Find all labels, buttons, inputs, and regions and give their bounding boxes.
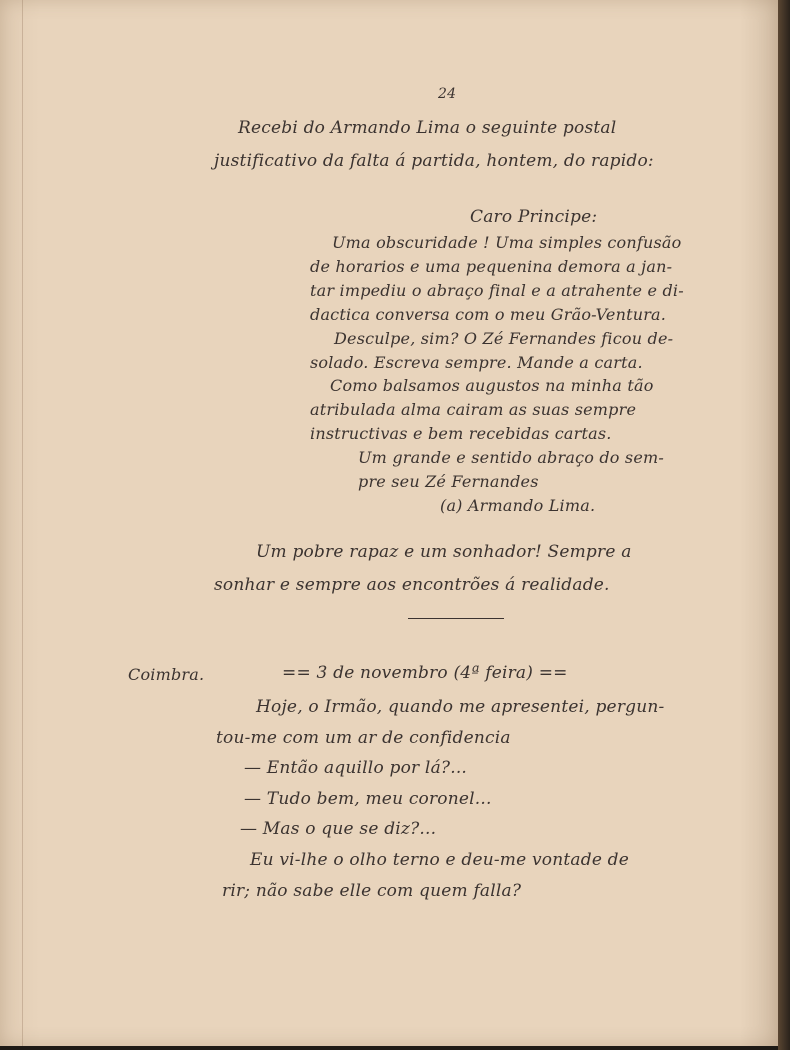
place-name: Coimbra. bbox=[128, 665, 205, 684]
postcard-line: atribulada alma cairam as suas sempre bbox=[310, 400, 637, 419]
dialogue-line: — Tudo bem, meu coronel... bbox=[244, 789, 492, 809]
intro-line: justificativo da falta á partida, hontem, do rapido: bbox=[214, 151, 654, 171]
page-number: 24 bbox=[438, 86, 457, 102]
diary-line: tou-me com um ar de confidencia bbox=[216, 728, 511, 748]
postcard-signature: (a) Armando Lima. bbox=[440, 496, 596, 515]
diary-line: Hoje, o Irmão, quando me apresentei, pergun- bbox=[256, 697, 665, 717]
postcard-line: pre seu Zé Fernandes bbox=[358, 472, 539, 491]
postcard-greeting: Caro Principe: bbox=[470, 207, 598, 227]
book-binding-edge bbox=[778, 0, 790, 1050]
reflection-line: sonhar e sempre aos encontrões á realidade. bbox=[214, 575, 610, 595]
postcard-line: Um grande e sentido abraço do sem- bbox=[358, 448, 664, 467]
margin-line bbox=[22, 0, 23, 1046]
diary-line: Eu vi-lhe o olho terno e deu-me vontade de bbox=[250, 850, 630, 870]
postcard-line: instructivas e bem recebidas cartas. bbox=[310, 424, 612, 443]
postcard-line: de horarios e uma pequenina demora a jan- bbox=[310, 257, 673, 276]
dialogue-line: — Então aquillo por lá?... bbox=[244, 758, 468, 778]
postcard-line: dactica conversa com o meu Grão-Ventura. bbox=[310, 305, 667, 324]
diary-line: rir; não sabe elle com quem falla? bbox=[222, 881, 522, 901]
section-divider bbox=[408, 618, 504, 619]
postcard-line: Desculpe, sim? O Zé Fernandes ficou de- bbox=[334, 329, 674, 348]
postcard-line: tar impediu o abraço final e a atrahente e di- bbox=[310, 281, 684, 300]
dialogue-line: — Mas o que se diz?... bbox=[240, 819, 437, 839]
reflection-line: Um pobre rapaz e um sonhador! Sempre a bbox=[256, 542, 632, 562]
postcard-line: Uma obscuridade ! Uma simples confusão bbox=[332, 233, 682, 252]
postcard-line: Como balsamos augustos na minha tão bbox=[330, 376, 654, 395]
intro-line: Recebi do Armando Lima o seguinte postal bbox=[238, 118, 617, 138]
postcard-line: solado. Escreva sempre. Mande a carta. bbox=[310, 353, 643, 372]
date-heading: == 3 de novembro (4ª feira) == bbox=[282, 663, 568, 683]
